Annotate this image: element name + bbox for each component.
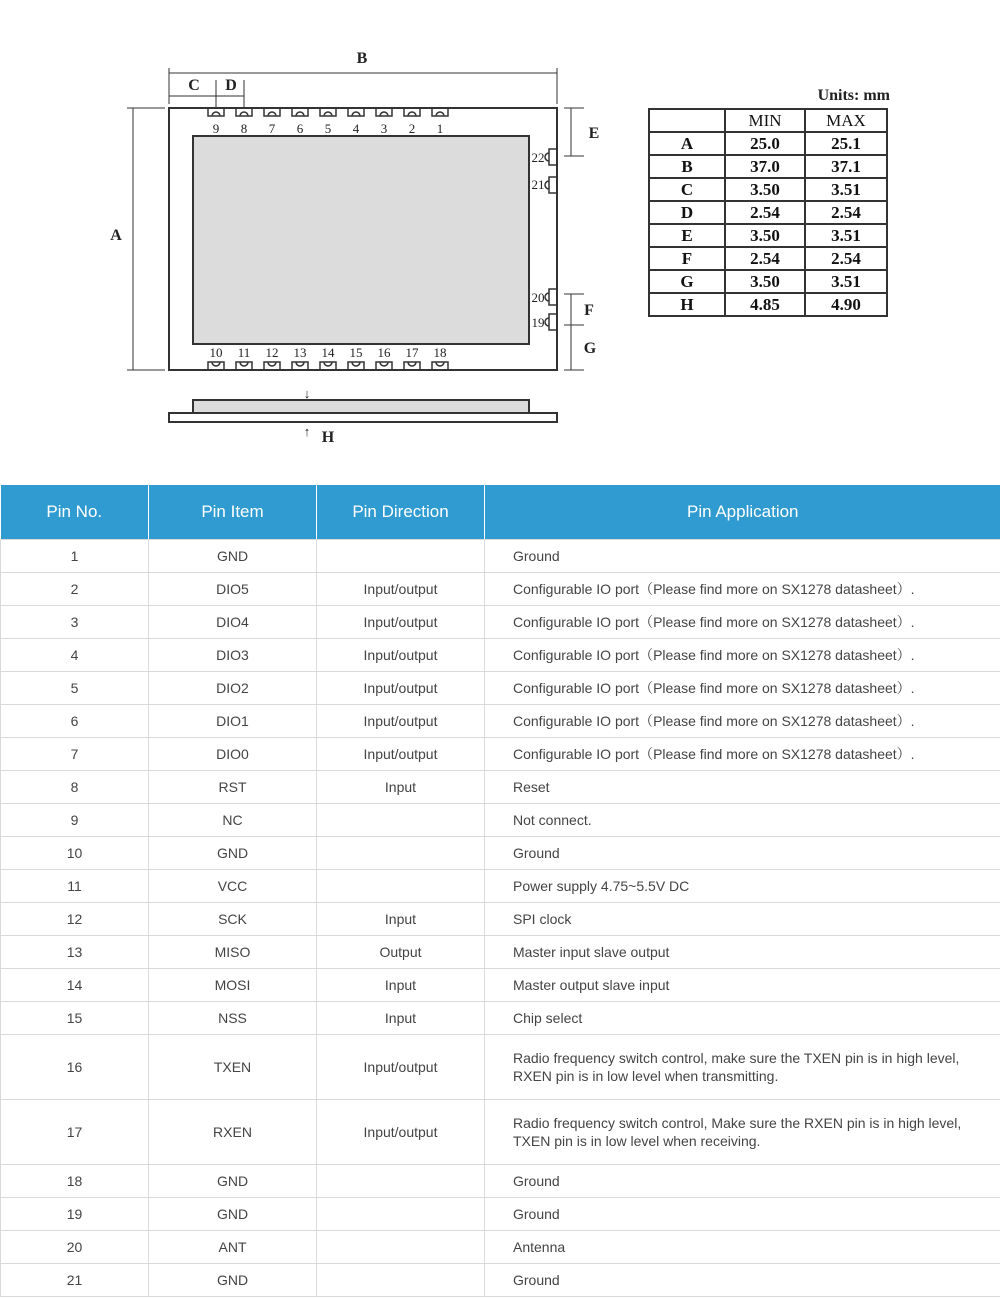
dim-max: 2.54 [805,247,887,270]
label-e: E [588,125,600,142]
dim-name: D [649,201,725,224]
bottom-pin-label: 17 [405,345,419,360]
pin-number: 1 [1,540,149,573]
pin-row [1,1264,1000,1297]
pin-item: GND [149,540,317,573]
dim-min: 2.54 [725,247,805,270]
pin-item: TXEN [149,1035,317,1100]
pin-number: 3 [1,606,149,639]
pin-direction: Input/output [317,606,485,639]
pin-direction [317,804,485,837]
pin-application: Antenna [485,1231,1000,1264]
pin-direction: Input [317,903,485,936]
pin-application: Reset [485,771,1000,804]
top-pin-label: 6 [296,121,304,136]
pin-row [1,1198,1000,1231]
pin-direction [317,1198,485,1231]
top-pin-label: 7 [268,121,276,136]
pin-application: Power supply 4.75~5.5V DC [485,870,1000,903]
pin-number: 11 [1,870,149,903]
pin-item: RST [149,771,317,804]
pin-row [1,705,1000,738]
pin-row [1,1002,1000,1035]
dim-max: 3.51 [805,224,887,247]
pin-number: 6 [1,705,149,738]
pin-item: DIO3 [149,639,317,672]
shield-can [193,136,529,344]
pin-item: DIO4 [149,606,317,639]
top-pin-label: 9 [212,121,220,136]
bottom-pin-label: 14 [321,345,335,360]
pin-direction [317,870,485,903]
pin-number: 5 [1,672,149,705]
pin-direction: Input/output [317,672,485,705]
dimension-row [649,178,887,201]
pin-row [1,1100,1000,1165]
pin-row [1,969,1000,1002]
pin-application: Configurable IO port（Please find more on SX1278 datasheet）. [485,573,1000,606]
pin-application: Ground [485,837,1000,870]
dim-header-max: MAX [805,109,887,132]
dim-name: F [649,247,725,270]
top-pin-label: 8 [240,121,248,136]
pin-direction: Input/output [317,738,485,771]
pin-application: Configurable IO port（Please find more on SX1278 datasheet）. [485,738,1000,771]
label-a: A [110,227,122,244]
pin-table-header [1,485,1000,540]
right-pin-label: 22 [531,150,545,165]
pin-number: 13 [1,936,149,969]
pin-number: 7 [1,738,149,771]
dim-min: 4.85 [725,293,805,316]
pin-application: Not connect. [485,804,1000,837]
pin-direction [317,1264,485,1297]
pin-item: DIO2 [149,672,317,705]
dim-max: 3.51 [805,178,887,201]
top-pin-label: 1 [436,121,444,136]
pin-item: GND [149,837,317,870]
pin-item: RXEN [149,1100,317,1165]
pin-item: DIO0 [149,738,317,771]
pin-direction: Input [317,969,485,1002]
label-f: F [584,302,594,319]
top-pin-label: 3 [380,121,388,136]
dim-max: 25.1 [805,132,887,155]
pin-application: Ground [485,1198,1000,1231]
pin-application: Radio frequency switch control, make sure the TXEN pin is in high level, RXEN pin is in low level when transmitting. [485,1035,1000,1100]
top-pin-label: 2 [408,121,416,136]
label-d: D [225,77,237,94]
dimension-table [648,108,888,317]
dim-max: 2.54 [805,201,887,224]
right-pin-label: 20 [531,290,545,305]
pin-item: NSS [149,1002,317,1035]
bottom-pin-label: 13 [293,345,307,360]
pin-row [1,672,1000,705]
dim-max: 3.51 [805,270,887,293]
dim-min: 3.50 [725,224,805,247]
header-pin-item: Pin Item [149,485,317,540]
dimension-row [649,224,887,247]
pin-item: SCK [149,903,317,936]
pin-definition-table [0,485,1000,1297]
header-pin-application: Pin Application [485,485,1000,540]
pin-number: 18 [1,1165,149,1198]
pin-row [1,903,1000,936]
dim-min: 37.0 [725,155,805,178]
header-pin-direction: Pin Direction [317,485,485,540]
pin-direction [317,837,485,870]
pin-row [1,573,1000,606]
pin-direction: Input [317,771,485,804]
pin-number: 10 [1,837,149,870]
pin-item: ANT [149,1231,317,1264]
header-pin-no: Pin No. [1,485,149,540]
pin-item: DIO1 [149,705,317,738]
dim-min: 3.50 [725,270,805,293]
dim-max: 4.90 [805,293,887,316]
dimension-row [649,247,887,270]
dim-min: 3.50 [725,178,805,201]
pin-row [1,804,1000,837]
dim-name: G [649,270,725,293]
pin-row [1,1165,1000,1198]
pin-direction: Input/output [317,639,485,672]
pin-number: 14 [1,969,149,1002]
pin-direction: Input/output [317,573,485,606]
pin-direction: Input/output [317,1100,485,1165]
dim-name: C [649,178,725,201]
pin-application: Master output slave input [485,969,1000,1002]
pin-number: 21 [1,1264,149,1297]
pin-application: Ground [485,1165,1000,1198]
pin-number: 17 [1,1100,149,1165]
pin-item: MISO [149,936,317,969]
pin-direction [317,540,485,573]
label-b: B [356,50,368,67]
pin-row [1,771,1000,804]
pin-application: Chip select [485,1002,1000,1035]
dim-min: 2.54 [725,201,805,224]
right-pin-label: 19 [531,315,545,330]
dim-max: 37.1 [805,155,887,178]
side-view-pcb [169,413,557,422]
pin-row [1,936,1000,969]
pin-direction: Input/output [317,1035,485,1100]
pin-direction: Output [317,936,485,969]
pin-item: DIO5 [149,573,317,606]
pin-number: 8 [1,771,149,804]
pin-row [1,837,1000,870]
pin-number: 20 [1,1231,149,1264]
top-pin-label: 5 [324,121,332,136]
pin-number: 4 [1,639,149,672]
pin-item: MOSI [149,969,317,1002]
right-pin-label: 21 [531,177,545,192]
pin-row [1,639,1000,672]
pin-item: GND [149,1264,317,1297]
pin-application: Ground [485,540,1000,573]
pin-application: Radio frequency switch control, Make sure the RXEN pin is in high level, TXEN pin is in low level when receiving. [485,1100,1000,1165]
dim-header-min: MIN [725,109,805,132]
pin-item: GND [149,1198,317,1231]
pin-number: 19 [1,1198,149,1231]
dimension-table-header [649,109,887,132]
bottom-pin-label: 12 [265,345,279,360]
pin-application: Configurable IO port（Please find more on SX1278 datasheet）. [485,705,1000,738]
pin-application: SPI clock [485,903,1000,936]
pin-number: 16 [1,1035,149,1100]
pin-row [1,1035,1000,1100]
label-g: G [583,340,597,357]
pin-application: Ground [485,1264,1000,1297]
bottom-pin-label: 10 [209,345,223,360]
pin-application: Configurable IO port（Please find more on SX1278 datasheet）. [485,606,1000,639]
dim-name: H [649,293,725,316]
pin-direction [317,1165,485,1198]
pin-row [1,870,1000,903]
dim-min: 25.0 [725,132,805,155]
dimension-row [649,270,887,293]
bottom-pin-label: 16 [377,345,391,360]
pin-number: 9 [1,804,149,837]
bottom-pin-label: 15 [349,345,363,360]
pin-direction: Input/output [317,705,485,738]
side-view-shield [193,400,529,413]
pin-number: 15 [1,1002,149,1035]
top-pin-label: 4 [352,121,360,136]
pin-number: 12 [1,903,149,936]
bottom-pin-label: 18 [433,345,447,360]
pin-number: 2 [1,573,149,606]
dimension-row [649,201,887,224]
pin-row [1,606,1000,639]
pin-row [1,1231,1000,1264]
units-label: Units: mm [817,87,890,104]
dimension-row [649,293,887,316]
dim-name: A [649,132,725,155]
pin-direction: Input [317,1002,485,1035]
pin-application: Configurable IO port（Please find more on SX1278 datasheet）. [485,672,1000,705]
dimension-row [649,132,887,155]
dim-name: E [649,224,725,247]
pin-direction [317,1231,485,1264]
arrow-up-icon: ↑ [303,424,311,439]
pin-row [1,738,1000,771]
pin-item: VCC [149,870,317,903]
arrow-down-icon: ↓ [303,386,311,401]
pin-item: NC [149,804,317,837]
dim-name: B [649,155,725,178]
dim-header-blank [649,109,725,132]
bottom-pin-label: 11 [237,345,251,360]
pin-item: GND [149,1165,317,1198]
label-h: H [321,429,335,446]
pin-application: Master input slave output [485,936,1000,969]
pin-row [1,540,1000,573]
label-c: C [188,77,200,94]
dimension-row [649,155,887,178]
pin-application: Configurable IO port（Please find more on SX1278 datasheet）. [485,639,1000,672]
